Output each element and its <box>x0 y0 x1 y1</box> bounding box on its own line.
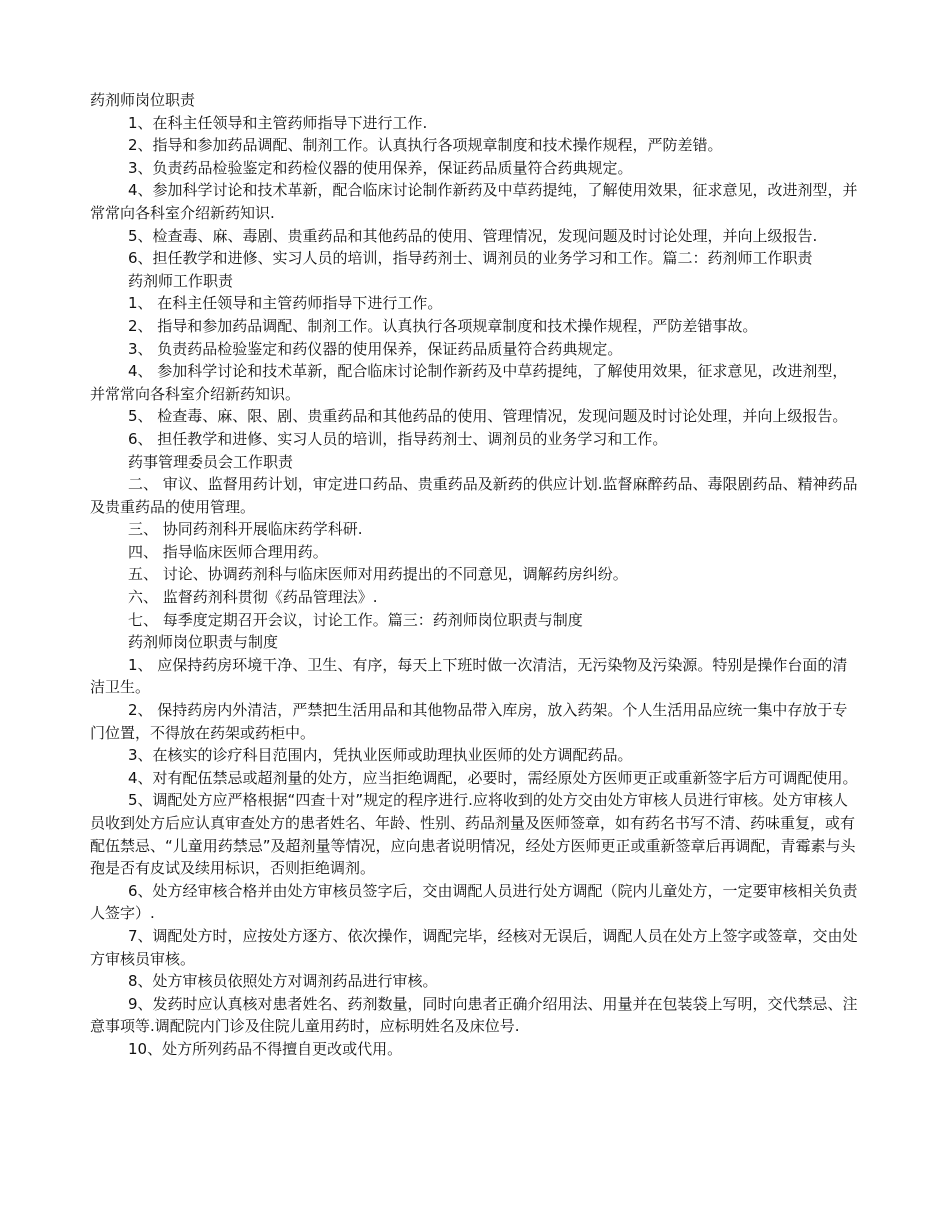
paragraph: 4、 参加科学讨论和技术革新，配合临床讨论制作新药及中草药提纯，了解使用效果，征求意见，改进剂型，并常常向各科室介绍新药知识。 <box>90 362 848 403</box>
document-heading: 药剂师岗位职责 <box>90 91 196 109</box>
paragraph: 3、负责药品检验鉴定和药检仪器的使用保养，保证药品质量符合药典规定。 <box>128 158 633 177</box>
paragraph: 二、 审议、监督用药计划，审定进口药品、贵重药品及新药的供应计划.监督麻醉药品、毒限剧药品、精神药品及贵重药品的使用管理。 <box>90 475 858 516</box>
section-heading: 药事管理委员会工作职责 <box>128 452 294 471</box>
paragraph: 1、 应保持药房环境干净、卫生、有序，每天上下班时做一次清洁，无污染物及污染源。特别是操作台面的清洁卫生。 <box>90 655 848 697</box>
paragraph: 2、 保持药房内外清洁，严禁把生活用品和其他物品带入库房，放入药架。个人生活用品应统一集中存放于专门位置，不得放在药架或药柜中。 <box>90 701 848 742</box>
paragraph: 五、 讨论、协调药剂科与临床医师对用药提出的不同意见，调解药房纠纷。 <box>128 565 628 584</box>
paragraph: 七、 每季度定期召开会议，讨论工作。篇三：药剂师岗位职责与制度 <box>128 610 583 629</box>
document-body <box>90 89 862 1061</box>
paragraph: 5、 检查毒、麻、限、剧、贵重药品和其他药品的使用、管理情况，发现问题及时讨论处理，并向上级报告。 <box>128 407 848 426</box>
paragraph: 10、处方所列药品不得擅自更改或代用。 <box>128 1039 403 1058</box>
paragraph: 9、发药时应认真核对患者姓名、药剂数量，同时向患者正确介绍用法、用量并在包装袋上写明，交代禁忌、注意事项等.调配院内门诊及住院儿童用药时，应标明姓名及床位号. <box>90 994 858 1036</box>
paragraph: 5、检查毒、麻、毒剧、贵重药品和其他药品的使用、管理情况，发现问题及时讨论处理，并向上级报告. <box>128 226 818 245</box>
paragraph: 四、 指导临床医师合理用药。 <box>128 542 328 561</box>
paragraph: 6、处方经审核合格并由处方审核员签字后，交由调配人员进行处方调配（院内儿童处方，一定要审核相关负责人签字）. <box>90 881 858 923</box>
paragraph: 3、 负责药品检验鉴定和药仪器的使用保养，保证药品质量符合药典规定。 <box>128 339 623 358</box>
paragraph: 8、处方审核员依照处方对调剂药品进行审核。 <box>128 972 438 991</box>
paragraph: 6、担任教学和进修、实习人员的培训，指导药剂士、调剂员的业务学习和工作。篇二：药剂师工作职责 <box>128 249 813 268</box>
paragraph: 三、 协同药剂科开展临床药学科研. <box>128 520 363 539</box>
paragraph: 1、在科主任领导和主管药师指导下进行工作. <box>128 113 428 132</box>
paragraph: 5、调配处方应严格根据“四查十对”规定的程序进行.应将收到的处方交由处方审核人员进行审核。处方审核人员收到处方后应认真审查处方的患者姓名、年龄、性别、药品剂量及医师签章，如有药名书写不清、药味重复，或有配伍禁忌、“儿童用药禁忌”及超剂量等情况，应向患者说明情况，经处方医师更正或重新签章后再调配，青霉素与头孢是否有皮试及续用标识，否则拒绝调剂。 <box>90 791 856 878</box>
paragraph: 2、指导和参加药品调配、制剂工作。认真执行各项规章制度和技术操作规程，严防差错。 <box>128 136 723 155</box>
paragraph: 6、 担任教学和进修、实习人员的培训，指导药剂士、调剂员的业务学习和工作。 <box>128 429 668 448</box>
paragraph: 六、 监督药剂科贯彻《药品管理法》. <box>128 588 378 607</box>
paragraph: 7、调配处方时，应按处方逐方、依次操作，调配完毕，经核对无误后，调配人员在处方上签字或签章，交由处方审核员审核。 <box>90 926 858 968</box>
section-heading: 药剂师工作职责 <box>128 271 234 290</box>
paragraph: 3、在核实的诊疗科目范围内，凭执业医师或助理执业医师的处方调配药品。 <box>128 746 633 765</box>
paragraph: 2、 指导和参加药品调配、制剂工作。认真执行各项规章制度和技术操作规程，严防差错事故。 <box>128 316 758 335</box>
paragraph: 4、对有配伍禁忌或超剂量的处方，应当拒绝调配，必要时，需经原处方医师更正或重新签字后方可调配使用。 <box>128 768 858 787</box>
section-heading: 药剂师岗位职责与制度 <box>128 633 279 652</box>
paragraph: 4、参加科学讨论和技术革新，配合临床讨论制作新药及中草药提纯，了解使用效果，征求意见，改进剂型，并常常向各科室介绍新药知识. <box>90 181 858 222</box>
paragraph: 1、 在科主任领导和主管药师指导下进行工作。 <box>128 294 443 313</box>
